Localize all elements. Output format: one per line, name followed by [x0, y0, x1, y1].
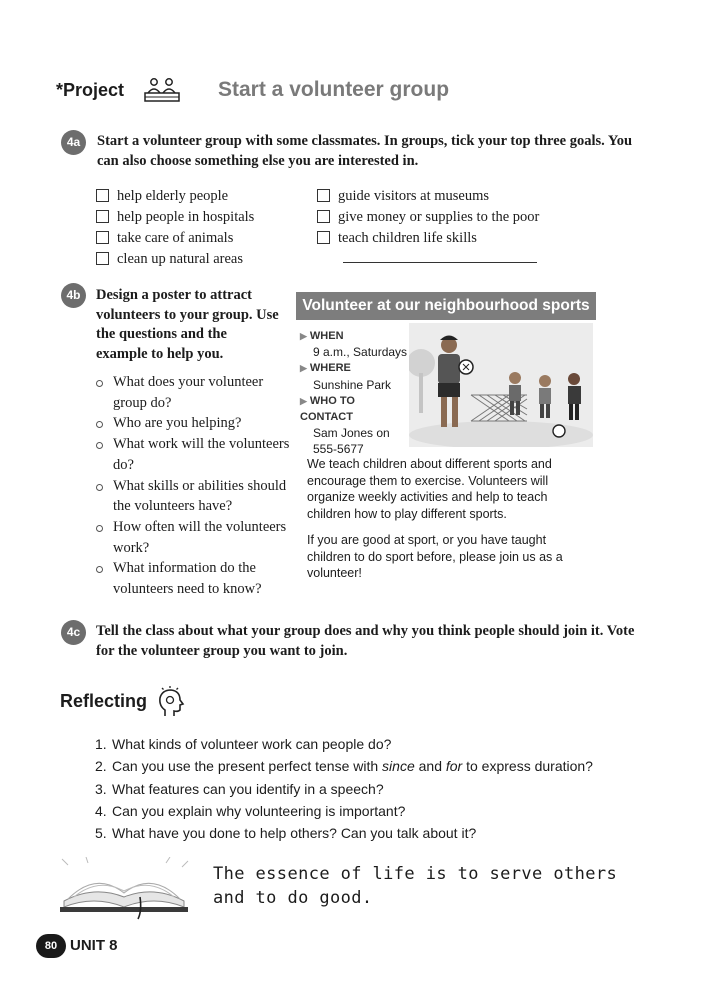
- poster-details: [300, 328, 410, 458]
- goal-option[interactable]: help people in hospitals: [96, 206, 254, 227]
- question-item: Who are you helping?: [96, 413, 296, 434]
- when-value: 9 a.m., Saturdays: [313, 345, 408, 360]
- project-label: *Project: [56, 80, 125, 100]
- step-badge-4b: 4b: [61, 283, 86, 308]
- write-in-blank[interactable]: [343, 262, 537, 263]
- checkbox[interactable]: [96, 189, 109, 202]
- question-item: What work will the volunteers do?: [96, 434, 296, 475]
- open-book-icon: [58, 857, 190, 926]
- question-item: What skills or abilities should the volunteers have?: [96, 476, 296, 517]
- goal-option[interactable]: give money or supplies to the poor: [317, 206, 539, 227]
- checkbox[interactable]: [96, 210, 109, 223]
- poster-paragraph: We teach children about different sports and encourage them to exercise. Volunteers will organize weekly activities and help to teach children how to play different sports.: [307, 457, 552, 521]
- where-label: ▶ WHERE: [300, 362, 351, 375]
- checkbox[interactable]: [96, 252, 109, 265]
- sports-coach-illustration: [409, 323, 593, 447]
- goal-option[interactable]: guide visitors at museums: [317, 185, 539, 206]
- goal-option[interactable]: take care of animals: [96, 227, 254, 248]
- instruction-4c: Tell the class about what your group does and why you think people should join it. Vote for the volunteer group you want to join.: [96, 623, 635, 659]
- checkbox[interactable]: [317, 231, 330, 244]
- when-label: ▶ WHEN: [300, 330, 344, 342]
- page-title: Start a volunteer group: [218, 78, 450, 101]
- contact-phone: 555-5677: [313, 442, 364, 457]
- contact-name: Sam Jones on: [313, 426, 390, 441]
- arrow-icon: ▶: [300, 363, 307, 374]
- arrow-icon: ▶: [300, 395, 307, 406]
- page-number: 80: [36, 934, 66, 958]
- question-item: What does your volunteer group do?: [96, 372, 296, 413]
- group-meeting-icon: [142, 76, 182, 109]
- where-value: Sunshine Park: [313, 377, 392, 392]
- reflecting-questions: [95, 733, 655, 844]
- instruction-4b: Design a poster to attract volunteers to your group. Use the questions and the example to help you.: [96, 287, 279, 362]
- reflecting-heading: Reflecting: [60, 691, 148, 711]
- list-item: 2. Can you use the present perfect tense with since and for to express duration?: [95, 758, 593, 775]
- instruction-4a: Start a volunteer group with some classmates. In groups, tick your top three goals. You can also choose something else you are interested in.: [97, 133, 633, 169]
- goal-option[interactable]: help elderly people: [96, 185, 254, 206]
- list-item: 4. Can you explain why volunteering is important?: [95, 802, 406, 819]
- guiding-questions: [96, 372, 296, 600]
- quote-line: and to do good.: [213, 888, 373, 908]
- list-item: 5. What have you done to help others? Can you talk about it?: [95, 825, 477, 842]
- checkbox[interactable]: [317, 210, 330, 223]
- checkbox[interactable]: [317, 189, 330, 202]
- step-badge-4c: 4c: [61, 620, 86, 645]
- goal-option[interactable]: clean up natural areas: [96, 248, 254, 269]
- goal-option[interactable]: teach children life skills: [317, 227, 539, 248]
- checkbox[interactable]: [96, 231, 109, 244]
- arrow-icon: ▶: [300, 331, 307, 341]
- question-item: What information do the volunteers need to know?: [96, 558, 296, 599]
- step-badge-4a: 4a: [61, 130, 86, 155]
- quote-line: The essence of life is to serve others: [213, 864, 618, 884]
- list-item: 3. What features can you identify in a speech?: [95, 780, 384, 797]
- contact-label: ▶ WHO TO CONTACT: [300, 394, 355, 424]
- list-item: 1. What kinds of volunteer work can people do?: [95, 736, 392, 752]
- poster-body-text: [307, 456, 587, 592]
- thinking-head-icon: [156, 684, 186, 723]
- quote-text: [213, 862, 617, 910]
- unit-label: UNIT 8: [70, 937, 118, 954]
- poster-paragraph: If you are good at sport, or you have taught children to do sport before, please join us as a volunteer!: [307, 533, 563, 580]
- poster-banner: Volunteer at our neighbourhood sports: [296, 292, 596, 320]
- goals-left-column: [96, 185, 254, 269]
- goals-right-column: [317, 185, 539, 248]
- question-item: How often will the volunteers work?: [96, 517, 296, 558]
